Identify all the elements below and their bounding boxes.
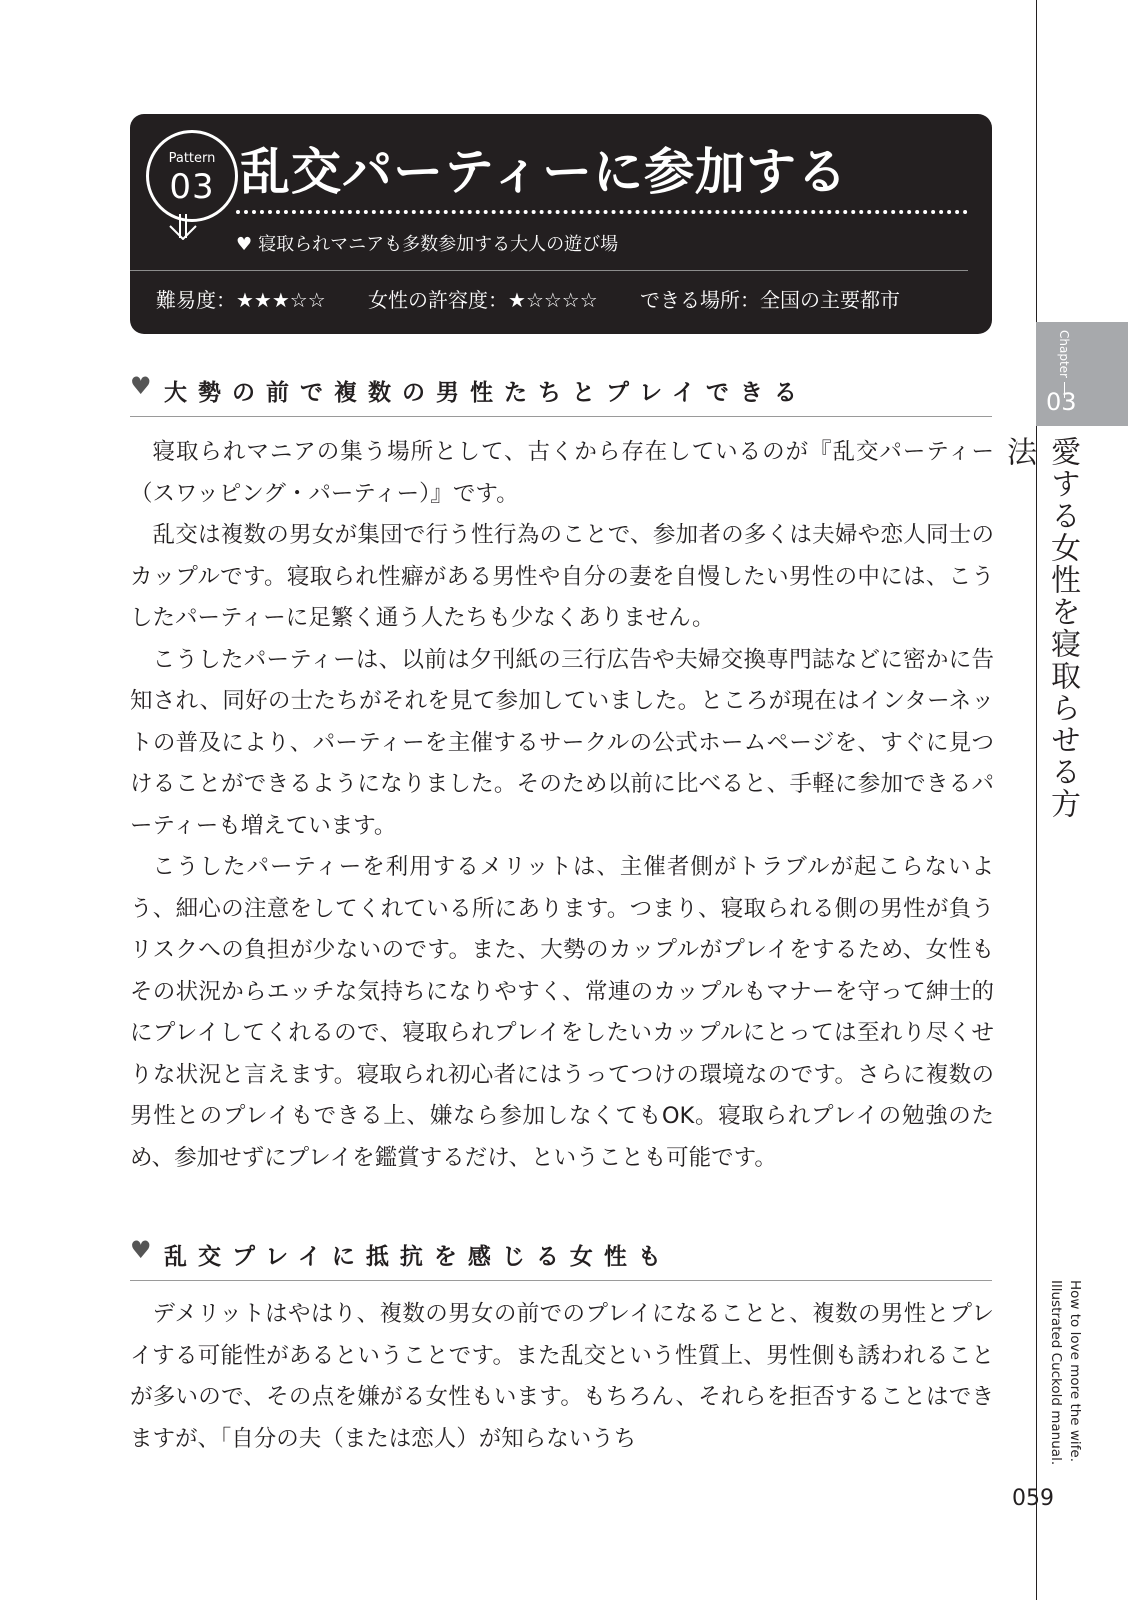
stat-label: 難易度 [156,288,216,312]
chapter-label: Chapter [1057,330,1071,378]
pattern-number: 03 [169,167,215,207]
stat-separator: ： [216,288,236,312]
stat-label: 女性の許容度 [368,288,489,312]
banner-divider [130,270,968,271]
paragraph: こうしたパーティーは、以前は夕刊紙の三行広告や夫婦交換専門誌などに密かに告知され、同好の士たちがそれを見て参加していました。ところが現在はインターネットの普及により、パーティーを主催するサークルの公式ホームページを、すぐに見つけることができるようになりました。そのため以前に比べると、手軽に参加できるパーティーも増えています。 [130,646,994,839]
star-rating: ★★★☆☆ [236,288,326,312]
stat-separator: ： [488,288,509,312]
section-body-1 [130,432,994,1179]
book-title-line-1: How to love more the wife. [1067,1280,1083,1463]
stat-label: できる場所 [640,288,741,312]
pattern-badge [146,130,238,222]
heart-icon: ♥ [236,234,253,255]
stat-difficulty [156,284,326,313]
paragraph: 寝取られマニアの集う場所として、古くから存在しているのが『乱交パーティー（スワッピング・パーティー）』です。 [130,439,994,507]
paragraph: 乱交は複数の男女が集団で行う性行為のことで、参加者の多くは夫婦や恋人同士のカップルです。寝取られ性癖がある男性や自分の妻を自慢したい男性の中には、こうしたパーティーに足繁く通う人たちも少なくありません。 [130,522,994,631]
section-heading-text: 大勢の前で複数の男性たちとプレイできる [164,380,808,406]
heart-icon: ♥ [130,372,152,400]
book-title-line-2: Illustrated Cuckold manual. [1048,1280,1064,1466]
section-body-2 [130,1294,994,1460]
page-subtitle [236,230,618,256]
margin-rule [1036,0,1037,1600]
chapter-number: 03 [1046,388,1077,416]
section-heading-2 [130,1234,992,1281]
chapter-title: 愛する女性を寝取らせる方法 [1001,436,1080,820]
heart-icon: ♥ [130,1236,152,1264]
page-number: 059 [1012,1486,1054,1511]
stats-row [156,284,900,313]
paragraph: デメリットはやはり、複数の男女の前でのプレイになることと、複数の男性とプレイする可能性があるということです。また乱交という性質上、男性側も誘われることが多いので、その点を嫌がる女性もいます。もちろん、それらを拒否することはできますが、「自分の夫（または恋人）が知らないうち [130,1301,994,1452]
stat-value: 全国の主要都市 [760,288,901,312]
title-dotted-divider [236,210,968,214]
pattern-label: Pattern [168,151,216,166]
stat-acceptance [368,284,598,313]
section-heading-text: 乱交プレイに抵抗を感じる女性も [164,1244,672,1270]
stat-separator: ： [740,288,761,312]
chapter-tab [1036,322,1128,426]
down-arrow-icon [168,214,204,240]
paragraph: こうしたパーティーを利用するメリットは、主催者側がトラブルが起こらないよう、細心の注意をしてくれている所にあります。つまり、寝取られる側の男性が負うリスクへの負担が少ないのです。また、大勢のカップルがプレイをするため、女性もその状況からエッチな気持ちになりやすく、常連のカップルもマナーを守って紳士的にプレイしてくれるので、寝取られプレイをしたいカップルにとっては至れり尽くせりな状況と言えます。寝取られ初心者にはうってつけの環境なのです。さらに複数の男性とのプレイもできる上、嫌なら参加しなくてもOK。寝取られプレイの勉強のため、参加せずにプレイを鑑賞するだけ、ということも可能です。 [130,854,994,1171]
page-title: 乱交パーティーに参加する [240,143,848,201]
section-heading-1 [130,370,992,417]
star-rating: ★☆☆☆☆ [508,288,598,312]
book-title [1040,1280,1084,1480]
stat-location [640,284,900,313]
pattern-header-banner [130,114,992,334]
subtitle-text: 寝取られマニアも多数参加する大人の遊び場 [258,234,619,255]
